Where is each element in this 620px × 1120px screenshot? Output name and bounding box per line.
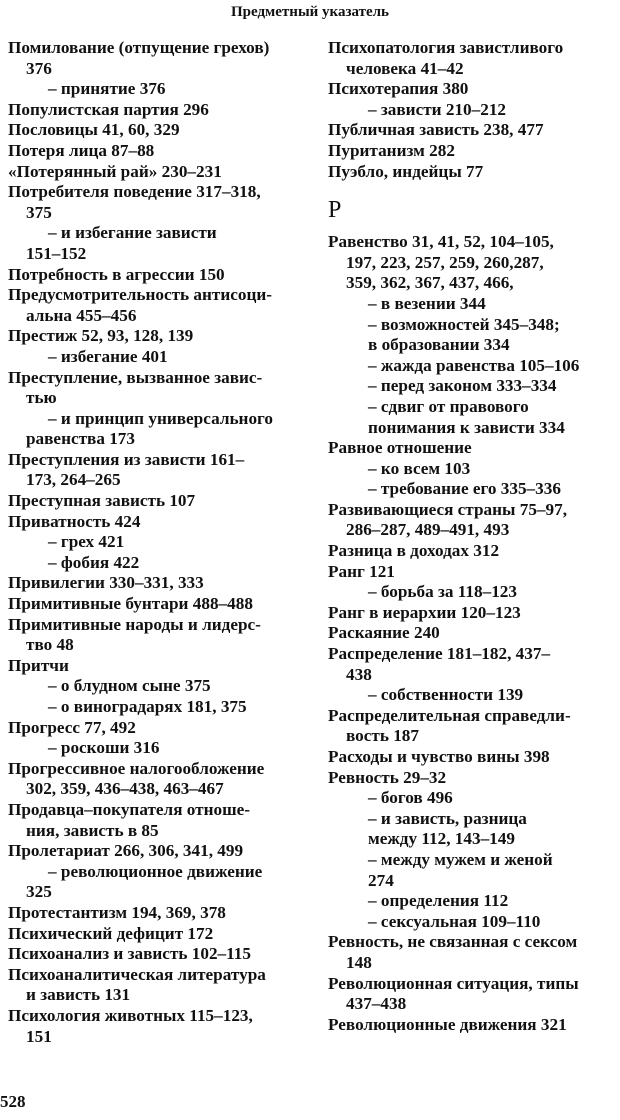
index-entry: 375 [26,202,52,222]
index-entry: – зависти 210–212 [368,99,507,119]
index-entry: и зависть 131 [26,985,131,1005]
index-entry: Ранг 121 [328,561,395,581]
index-entry: – перед законом 333–334 [368,376,557,396]
index-entry: понимания к зависти 334 [368,417,565,437]
index-entry: 274 [368,870,394,890]
index-entry: – богов 496 [368,788,453,808]
index-entry: – о виноградарях 181, 375 [48,697,247,716]
index-entry: – жажда равенства 105–106 [368,355,580,375]
index-entry: «Потерянный рай» 230–231 [8,161,222,181]
index-entry: Психотерапия 380 [328,79,469,99]
section-letter: Р [328,197,342,224]
index-entry: – ко всем 103 [368,458,471,478]
index-entry: между 112, 143–149 [368,829,515,849]
index-entry: Предусмотрительность антисоци- [8,285,273,305]
index-entry: Ранг в иерархии 120–123 [328,602,521,622]
index-entry: Пролетариат 266, 306, 341, 499 [8,841,244,861]
index-entry: Распределительная справедли- [328,705,571,725]
index-entry: 359, 362, 367, 437, 466, [346,273,514,293]
index-entry: – собственности 139 [368,685,524,705]
index-entry: Психоанализ и зависть 102–115 [8,944,251,964]
index-entry: Привилегии 330–331, 333 [8,573,204,593]
index-entry: – сексуальная 109–110 [368,911,541,931]
index-entry: 173, 264–265 [26,470,121,490]
index-entry: Потеря лица 87–88 [8,140,155,160]
index-entry: Примитивные бунтари 488–488 [8,594,253,614]
index-entry: Пословицы 41, 60, 329 [8,120,180,140]
index-entry: Преступление, вызванное завис- [8,367,263,387]
index-entry: в образовании 334 [368,335,510,355]
index-entry: – фобия 422 [48,552,140,572]
index-entry: 302, 359, 436–438, 463–467 [26,779,224,799]
index-entry: человека 41–42 [346,58,464,78]
index-entry: Публичная зависть 238, 477 [328,120,544,140]
index-entry: вость 187 [346,726,419,746]
index-entry: Пуританизм 282 [328,140,455,160]
index-entry: Расходы и чувство вины 398 [328,747,550,766]
index-entry: Равенство 31, 41, 52, 104–105, [328,232,554,252]
index-entry: Прогресс 77, 492 [8,717,136,737]
index-entry: Преступная зависть 107 [8,491,196,511]
left-column [8,38,313,1047]
index-entry: Раскаяние 240 [328,623,440,643]
index-entry: Притчи [8,655,69,675]
index-entry: ния, зависть в 85 [26,820,159,840]
right-column-bottom [328,232,620,1035]
index-entry: Распределение 181–182, 437– [328,644,551,664]
index-entry: 437–438 [346,994,407,1014]
index-entry: Психоаналитическая литература [8,964,266,984]
index-entry: – возможностей 345–348; [368,314,560,334]
index-entry: – и избегание зависти [48,223,217,243]
index-entry: 325 [26,882,52,902]
index-entry: 148 [346,952,372,972]
index-entry: Революционная ситуация, типы [328,973,579,993]
index-entry: Психология животных 115–123, [8,1005,253,1025]
index-entry: Психический дефицит 172 [8,923,214,943]
index-entry: Преступления из зависти 161– [8,449,245,469]
page-number: 528 [0,1092,26,1111]
right-column [328,38,620,1035]
index-entry: Равное отношение [328,438,472,458]
index-entry: Революционные движения 321 [328,1014,567,1034]
index-entry: – грех 421 [48,532,125,552]
index-entry: – требование его 335–336 [368,479,561,499]
index-entry: Потребителя поведение 317–318, [8,182,261,202]
index-entry: тью [26,388,57,408]
index-entry: Разница в доходах 312 [328,541,500,561]
index-entry: – роскоши 316 [48,738,160,758]
index-entry: Развивающиеся страны 75–97, [328,499,567,519]
index-entry: Ревность 29–32 [328,767,447,787]
index-entry: 438 [346,664,372,684]
index-entry: Помилование (отпущение грехов) [8,38,270,57]
index-entry: альна 455–456 [26,305,137,325]
index-entry: – и принцип универсального [48,408,274,428]
index-entry: Протестантизм 194, 369, 378 [8,902,226,922]
index-entry: – в везении 344 [368,293,486,313]
index-entry: Психопатология завистливого [328,38,564,57]
index-entry: – сдвиг от правового [368,396,529,416]
index-entry: 151–152 [26,243,87,263]
index-entry: – о блудном сыне 375 [48,676,211,696]
index-entry: – определения 112 [368,891,509,911]
index-entry: – революционное движение [48,861,263,881]
index-entry: Примитивные народы и лидерс- [8,614,261,634]
index-entry: Популистская партия 296 [8,99,209,119]
index-entry: Ревность, не связанная с сексом [328,932,578,952]
index-entry: Потребность в агрессии 150 [8,264,225,284]
right-column-top [328,38,620,182]
index-entry: Продавца–покупателя отноше- [8,799,250,819]
index-entry: тво 48 [26,635,74,655]
index-entry: – избегание 401 [48,346,168,366]
index-entry: – и зависть, разница [368,808,527,828]
page-header: Предметный указатель [231,4,389,20]
index-entry: 151 [26,1026,52,1046]
index-entry: Престиж 52, 93, 128, 139 [8,326,194,346]
index-entry: – борьба за 118–123 [368,582,517,602]
index-entry: Прогрессивное налогообложение [8,758,265,778]
index-entry: Приватность 424 [8,511,141,531]
index-entry: равенства 173 [26,429,135,449]
index-entry: – между мужем и женой [368,849,553,869]
index-entry: Пуэбло, индейцы 77 [328,161,484,181]
index-entry: 286–287, 489–491, 493 [346,520,510,540]
index-entry: 376 [26,58,52,78]
index-entry: 197, 223, 257, 259, 260,287, [346,252,544,272]
index-entry: – принятие 376 [48,79,166,99]
